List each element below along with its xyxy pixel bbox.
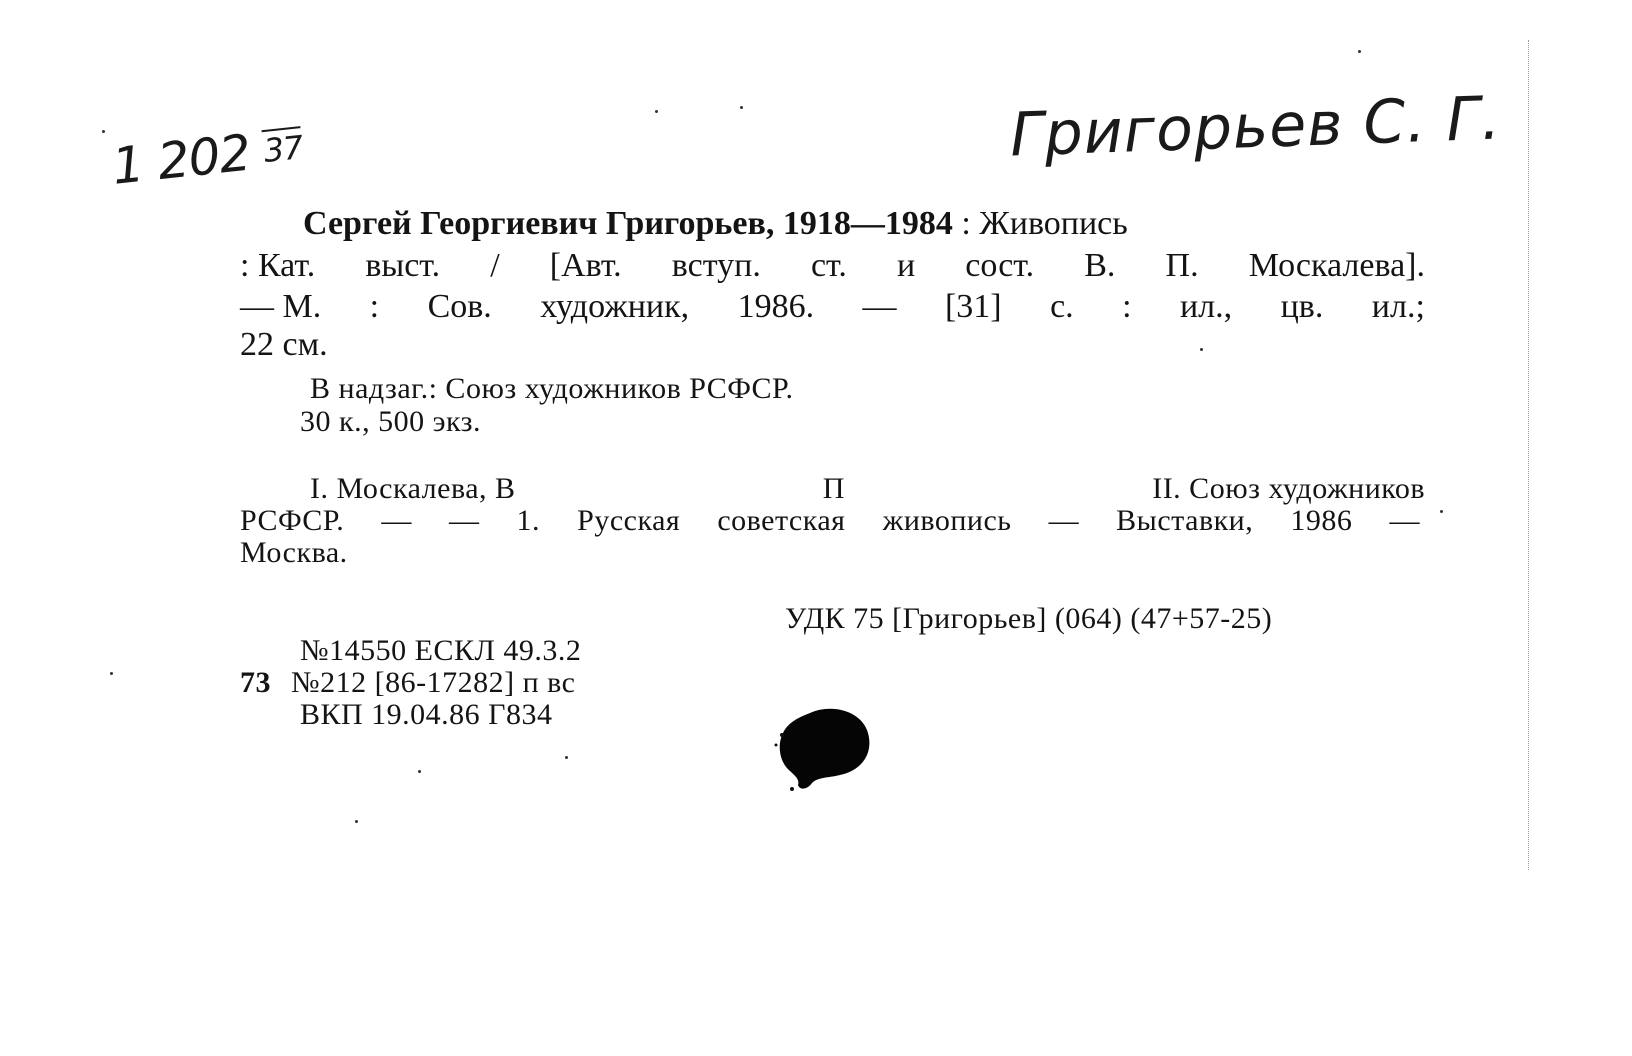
control-prefix: 73 xyxy=(240,666,271,699)
speck xyxy=(1440,510,1443,513)
ink-blot xyxy=(770,705,880,795)
word: П. xyxy=(1165,247,1199,284)
shelf-mark-number: 1 202 xyxy=(109,123,253,196)
word: с. xyxy=(1050,288,1074,325)
control-line-1: №14550 ЕСКЛ 49.3.2 xyxy=(300,634,582,667)
speck xyxy=(102,130,105,133)
speck xyxy=(1200,348,1203,351)
word: и xyxy=(896,247,916,284)
word: — xyxy=(1048,504,1080,537)
word: 1. xyxy=(516,504,541,537)
word: 1986 xyxy=(1290,504,1353,537)
word: цв. xyxy=(1280,288,1324,325)
word: — xyxy=(448,504,480,537)
entry-title: : Живопись xyxy=(952,205,1128,242)
handwritten-shelf-mark xyxy=(109,118,305,196)
entry-line-3 xyxy=(240,288,1425,326)
entry-title-line xyxy=(303,205,1423,243)
word: : xyxy=(369,288,380,325)
tracing-line-3: Москва. xyxy=(240,536,348,569)
control-line-3: ВКП 19.04.86 Г834 xyxy=(300,698,553,731)
entry-line-2 xyxy=(240,247,1425,285)
entry-line-4: 22 см. xyxy=(240,326,328,363)
speck xyxy=(355,820,358,823)
word: художник, xyxy=(540,288,690,325)
word: — xyxy=(862,288,897,325)
word: 1986. xyxy=(737,288,815,325)
tracing-line-1 xyxy=(310,472,1425,506)
shelf-mark-subscript: 37 xyxy=(261,128,305,170)
speck xyxy=(1358,50,1361,53)
speck xyxy=(655,110,658,113)
word: [Авт. xyxy=(549,247,622,284)
word: вступ. xyxy=(671,247,761,284)
word: ст. xyxy=(810,247,847,284)
word: сост. xyxy=(965,247,1035,284)
word: Выставки, xyxy=(1116,504,1254,537)
entry-heading: Сергей Георгиевич Григорьев, 1918—1984 xyxy=(303,205,953,242)
word: [31] xyxy=(944,288,1002,325)
speck xyxy=(740,106,743,109)
word: советская xyxy=(717,504,846,537)
word: ил.; xyxy=(1371,288,1425,325)
word: В. xyxy=(1084,247,1116,284)
word: — xyxy=(381,504,412,537)
word: Русская xyxy=(577,504,681,537)
word: : Кат. xyxy=(240,247,316,284)
word: выст. xyxy=(365,247,441,284)
speck xyxy=(418,770,421,773)
header-note: В надзаг.: Союз художников РСФСР. xyxy=(310,372,794,405)
word: : xyxy=(1122,288,1132,325)
speck xyxy=(565,756,568,759)
card-edge-line xyxy=(1528,40,1529,870)
tracing-line-2 xyxy=(240,504,1420,538)
word: ил., xyxy=(1179,288,1233,325)
price-note: 30 к., 500 экз. xyxy=(300,405,481,438)
word: РСФСР. xyxy=(240,504,345,537)
word: / xyxy=(490,247,500,284)
handwritten-author-name: Григорьев С. Г. xyxy=(1008,83,1503,171)
word: Сов. xyxy=(427,288,492,325)
tracing-author: I. Москалева, В xyxy=(310,472,516,505)
udk-code: УДК 75 [Григорьев] (064) (47+57-25) xyxy=(785,602,1273,635)
word: Москалева]. xyxy=(1248,247,1425,284)
tracing-initial: П xyxy=(822,472,845,505)
word: — М. xyxy=(240,288,322,325)
tracing-corporate: II. Союз художников xyxy=(1152,472,1425,505)
word: живопись xyxy=(882,504,1012,537)
control-number: №212 [86-17282] п вс xyxy=(291,666,576,699)
control-line-2 xyxy=(240,666,575,700)
word: — xyxy=(1389,504,1420,537)
speck xyxy=(110,672,113,675)
